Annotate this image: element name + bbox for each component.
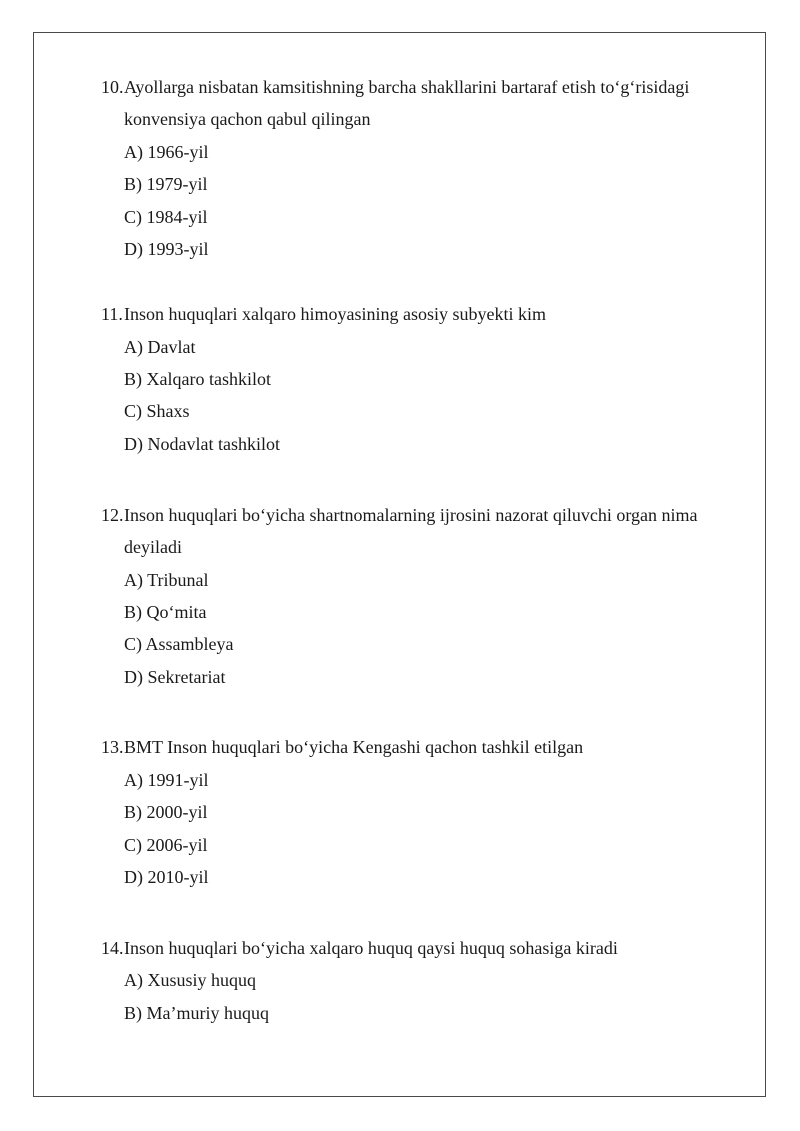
answer-option-c[interactable]: C) 1984-yil	[124, 207, 208, 227]
answer-option-b[interactable]: B) Ma’muriy huquq	[124, 1003, 269, 1023]
question-text: konvensiya qachon qabul qilingan	[124, 109, 371, 129]
answer-option-c[interactable]: C) 2006-yil	[124, 835, 208, 855]
answer-option-d[interactable]: D) Sekretariat	[124, 667, 226, 687]
answer-option-a[interactable]: A) Xususiy huquq	[124, 970, 257, 990]
answer-option-d[interactable]: D) 1993-yil	[124, 239, 209, 259]
answer-option-a[interactable]: A) Davlat	[124, 337, 196, 357]
question-text: Inson huquqlari xalqaro himoyasining asosiy subyekti kim	[124, 304, 546, 324]
answer-option-d[interactable]: D) 2010-yil	[124, 867, 209, 887]
question-text: Inson huquqlari bo‘yicha xalqaro huquq qaysi huquq sohasiga kiradi	[124, 938, 618, 958]
answer-option-b[interactable]: B) Qo‘mita	[124, 602, 207, 622]
answer-option-b[interactable]: B) 2000-yil	[124, 802, 208, 822]
question-text: Inson huquqlari bo‘yicha shartnomalarning ijrosini nazorat qiluvchi organ nima	[124, 505, 698, 525]
answer-option-d[interactable]: D) Nodavlat tashkilot	[124, 434, 280, 454]
question-number: 13.	[101, 737, 124, 757]
question-number: 11.	[101, 304, 123, 324]
question-text: BMT Inson huquqlari bo‘yicha Kengashi qachon tashkil etilgan	[124, 737, 584, 757]
question-number: 12.	[101, 505, 124, 525]
answer-option-c[interactable]: C) Assambleya	[124, 634, 234, 654]
question-text: deyiladi	[124, 537, 182, 557]
answer-option-a[interactable]: A) 1991-yil	[124, 770, 209, 790]
answer-option-c[interactable]: C) Shaxs	[124, 401, 190, 421]
question-text: Ayollarga nisbatan kamsitishning barcha shakllarini bartaraf etish to‘g‘risidagi	[124, 77, 690, 97]
answer-option-a[interactable]: A) 1966-yil	[124, 142, 209, 162]
answer-option-a[interactable]: A) Tribunal	[124, 570, 209, 590]
question-number: 10.	[101, 77, 124, 97]
question-number: 14.	[101, 938, 124, 958]
answer-option-b[interactable]: B) 1979-yil	[124, 174, 208, 194]
answer-option-b[interactable]: B) Xalqaro tashkilot	[124, 369, 271, 389]
